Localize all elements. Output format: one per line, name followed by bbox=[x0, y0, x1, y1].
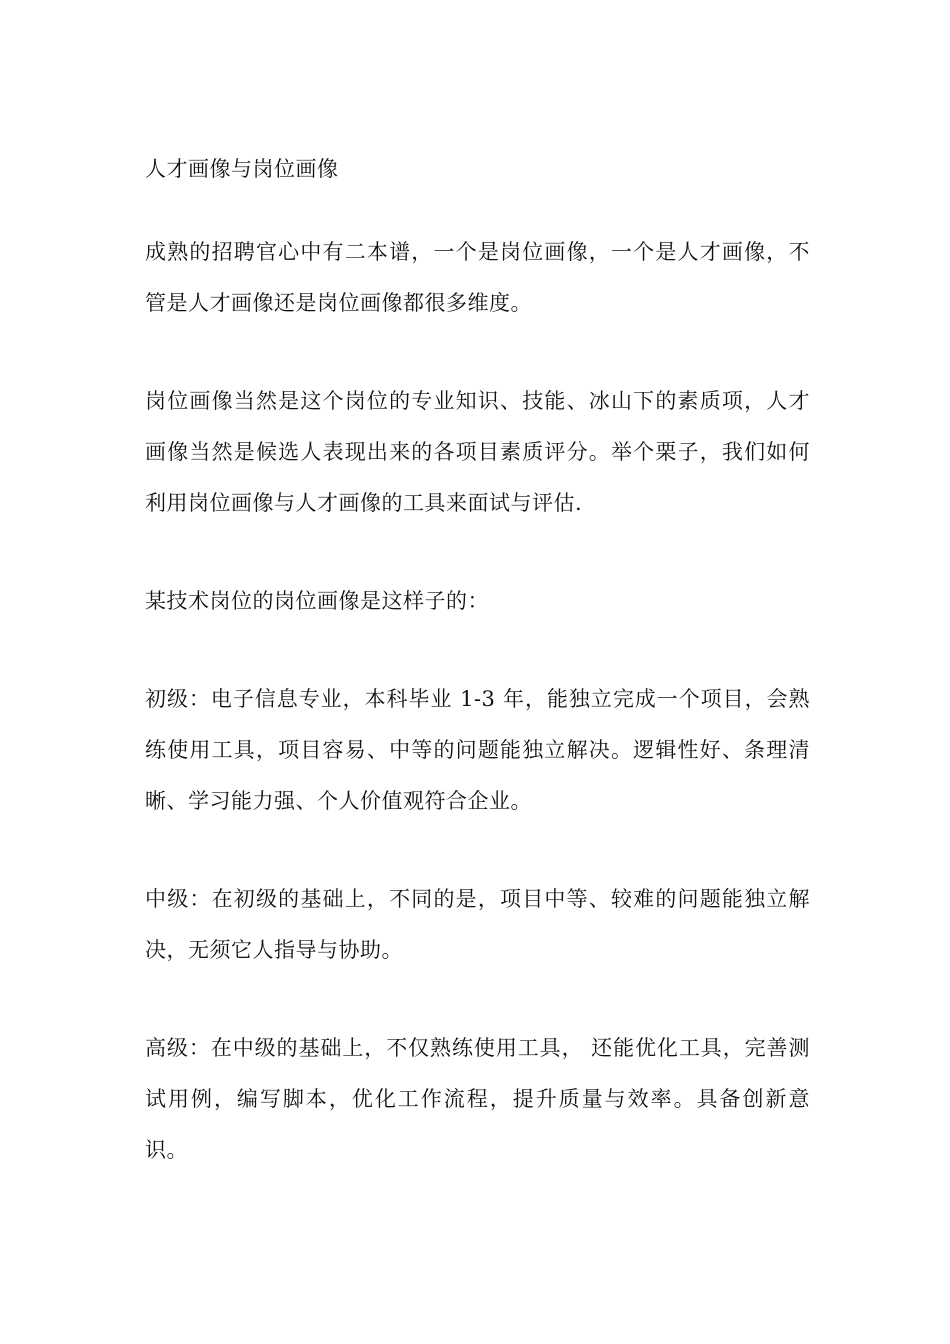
paragraph-intro: 成熟的招聘官心中有二本谱，一个是岗位画像，一个是人才画像，不管是人才画像还是岗位画像都很多维度。 bbox=[145, 240, 810, 315]
paragraph-definition: 岗位画像当然是这个岗位的专业知识、技能、冰山下的素质项，人才画像当然是候选人表现出来的各项目素质评分。举个栗子，我们如何利用岗位画像与人才画像的工具来面试与评估. bbox=[145, 389, 810, 515]
paragraph-example-lead: 某技术岗位的岗位画像是这样子的： bbox=[145, 589, 489, 613]
paragraph-mid-level: 中级：在初级的基础上，不同的是，项目中等、较难的问题能独立解决，无须它人指导与协助。 bbox=[145, 887, 810, 962]
paragraph-junior-level: 初级：电子信息专业，本科毕业 1-3 年，能独立完成一个项目，会熟练使用工具，项目容易、中等的问题能独立解决。逻辑性好、条理清晰、学习能力强、个人价值观符合企业。 bbox=[145, 687, 810, 813]
paragraph-senior-level: 高级：在中级的基础上，不仅熟练使用工具， 还能优化工具，完善测试用例，编写脚本，优化工作流程，提升质量与效率。具备创新意识。 bbox=[145, 1036, 810, 1162]
document-title: 人才画像与岗位画像 bbox=[145, 157, 339, 181]
document-body bbox=[145, 152, 810, 1176]
